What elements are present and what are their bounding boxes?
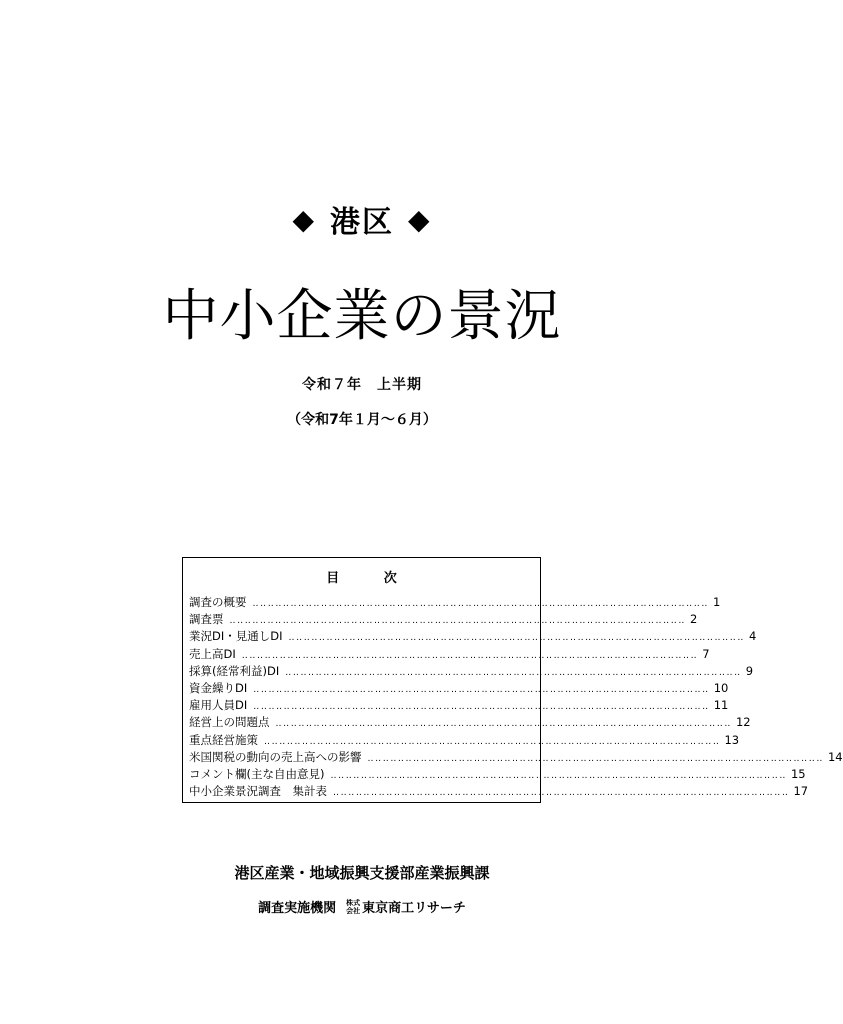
ward-name: 港区 (330, 205, 394, 240)
toc-item (189, 749, 843, 766)
toc-item (189, 628, 757, 645)
toc-list (189, 594, 843, 800)
toc-item-label: 採算(経常利益)DI (189, 663, 280, 678)
toc-item-page: 1 (712, 595, 721, 609)
toc-leader-dots: ‥‥‥‥‥‥‥‥‥‥‥‥‥‥‥‥‥‥‥‥‥‥‥‥‥‥‥‥‥‥‥‥‥‥‥‥‥‥‥‥‥‥‥‥‥‥‥‥‥‥‥‥‥‥‥‥‥‥‥‥ (333, 788, 790, 799)
toc-item-label: 調査の概要 (189, 595, 247, 609)
toc-leader-dots: ‥‥‥‥‥‥‥‥‥‥‥‥‥‥‥‥‥‥‥‥‥‥‥‥‥‥‥‥‥‥‥‥‥‥‥‥‥‥‥‥‥‥‥‥‥‥‥‥‥‥‥‥‥‥‥‥‥‥‥‥ (264, 736, 721, 747)
toc-item-label: 雇用人員DI (189, 698, 248, 713)
toc-leader-dots: ‥‥‥‥‥‥‥‥‥‥‥‥‥‥‥‥‥‥‥‥‥‥‥‥‥‥‥‥‥‥‥‥‥‥‥‥‥‥‥‥‥‥‥‥‥‥‥‥‥‥‥‥‥‥‥‥‥‥‥‥ (253, 684, 710, 695)
toc-leader-dots: ‥‥‥‥‥‥‥‥‥‥‥‥‥‥‥‥‥‥‥‥‥‥‥‥‥‥‥‥‥‥‥‥‥‥‥‥‥‥‥‥‥‥‥‥‥‥‥‥‥‥‥‥‥‥‥‥‥‥‥‥ (253, 702, 710, 713)
toc-item (189, 714, 751, 731)
toc-item-page: 12 (735, 715, 751, 730)
toc-item-page: 10 (713, 680, 729, 695)
toc-item-label: 業況DI・見通しDI (189, 629, 283, 644)
toc-leader-dots: ‥‥‥‥‥‥‥‥‥‥‥‥‥‥‥‥‥‥‥‥‥‥‥‥‥‥‥‥‥‥‥‥‥‥‥‥‥‥‥‥‥‥‥‥‥‥‥‥‥‥‥‥‥‥‥‥‥‥‥‥ (367, 753, 824, 764)
toc-item (189, 646, 710, 663)
toc-item (189, 732, 740, 749)
toc-item-page: 9 (745, 663, 754, 678)
company (346, 897, 466, 916)
toc-item (189, 663, 754, 680)
ward-heading (0, 197, 724, 241)
company-name: 東京商工リサーチ (362, 901, 466, 916)
diamond-right-icon: ◆ (408, 202, 432, 236)
toc-leader-dots: ‥‥‥‥‥‥‥‥‥‥‥‥‥‥‥‥‥‥‥‥‥‥‥‥‥‥‥‥‥‥‥‥‥‥‥‥‥‥‥‥‥‥‥‥‥‥‥‥‥‥‥‥‥‥‥‥‥‥‥‥ (285, 667, 742, 678)
toc-item-label: 中小企業景況調査 集計表 (189, 784, 327, 799)
toc-item (189, 783, 809, 800)
toc-heading: 目 次 (326, 571, 397, 586)
toc-item-page: 7 (702, 646, 710, 661)
toc-leader-dots: ‥‥‥‥‥‥‥‥‥‥‥‥‥‥‥‥‥‥‥‥‥‥‥‥‥‥‥‥‥‥‥‥‥‥‥‥‥‥‥‥‥‥‥‥‥‥‥‥‥‥‥‥‥‥‥‥‥‥‥‥ (330, 770, 787, 781)
toc-item-label: 調査票 (189, 612, 224, 627)
toc-item-label: 売上高DI (189, 646, 236, 661)
toc-leader-dots: ‥‥‥‥‥‥‥‥‥‥‥‥‥‥‥‥‥‥‥‥‥‥‥‥‥‥‥‥‥‥‥‥‥‥‥‥‥‥‥‥‥‥‥‥‥‥‥‥‥‥‥‥‥‥‥‥‥‥‥‥ (241, 650, 699, 661)
toc-leader-dots: ‥‥‥‥‥‥‥‥‥‥‥‥‥‥‥‥‥‥‥‥‥‥‥‥‥‥‥‥‥‥‥‥‥‥‥‥‥‥‥‥‥‥‥‥‥‥‥‥‥‥‥‥‥‥‥‥‥‥‥‥ (288, 633, 745, 644)
toc-item-label: 経営上の問題点 (189, 715, 270, 730)
toc-item-page: 14 (827, 749, 843, 764)
toc-item (189, 680, 729, 697)
report-date-range: （令和7年１月～６月） (287, 412, 437, 428)
toc-item (189, 611, 698, 628)
toc-item-label: 重点経営施策 (189, 732, 258, 747)
toc-leader-dots: ‥‥‥‥‥‥‥‥‥‥‥‥‥‥‥‥‥‥‥‥‥‥‥‥‥‥‥‥‥‥‥‥‥‥‥‥‥‥‥‥‥‥‥‥‥‥‥‥‥‥‥‥‥‥‥‥‥‥‥‥ (252, 599, 709, 609)
corp-type-tag (346, 899, 360, 915)
department-name: 港区産業・地域振興支援部産業振興課 (234, 864, 490, 882)
toc-item (189, 697, 729, 714)
corp-tag-top: 株式 (346, 898, 361, 907)
toc-leader-dots: ‥‥‥‥‥‥‥‥‥‥‥‥‥‥‥‥‥‥‥‥‥‥‥‥‥‥‥‥‥‥‥‥‥‥‥‥‥‥‥‥‥‥‥‥‥‥‥‥‥‥‥‥‥‥‥‥‥‥‥‥ (229, 616, 686, 627)
diamond-left-icon: ◆ (292, 202, 316, 236)
toc-item-label: コメント欄(主な自由意見) (189, 766, 325, 781)
toc-item-page: 11 (713, 698, 729, 713)
document-title: 中小企業の景況 (162, 284, 562, 349)
toc-item-label: 資金繰りDI (189, 680, 248, 695)
toc-item-label: 米国関税の動向の売上高への影響 (189, 749, 362, 764)
survey-agency (0, 897, 724, 916)
toc-item-page: 2 (689, 612, 698, 627)
toc-leader-dots: ‥‥‥‥‥‥‥‥‥‥‥‥‥‥‥‥‥‥‥‥‥‥‥‥‥‥‥‥‥‥‥‥‥‥‥‥‥‥‥‥‥‥‥‥‥‥‥‥‥‥‥‥‥‥‥‥‥‥‥‥ (275, 719, 732, 730)
report-period: 令和７年 上半期 (302, 377, 422, 393)
corp-tag-bottom: 会社 (346, 906, 361, 915)
toc-item-page: 15 (790, 766, 806, 781)
toc-item-page: 4 (748, 629, 757, 644)
agency-label: 調査実施機関 (258, 901, 337, 916)
toc-item-page: 13 (724, 732, 740, 747)
toc-item-page: 17 (793, 784, 809, 799)
toc-item (189, 594, 721, 611)
toc-item (189, 766, 806, 783)
table-of-contents (182, 557, 843, 803)
